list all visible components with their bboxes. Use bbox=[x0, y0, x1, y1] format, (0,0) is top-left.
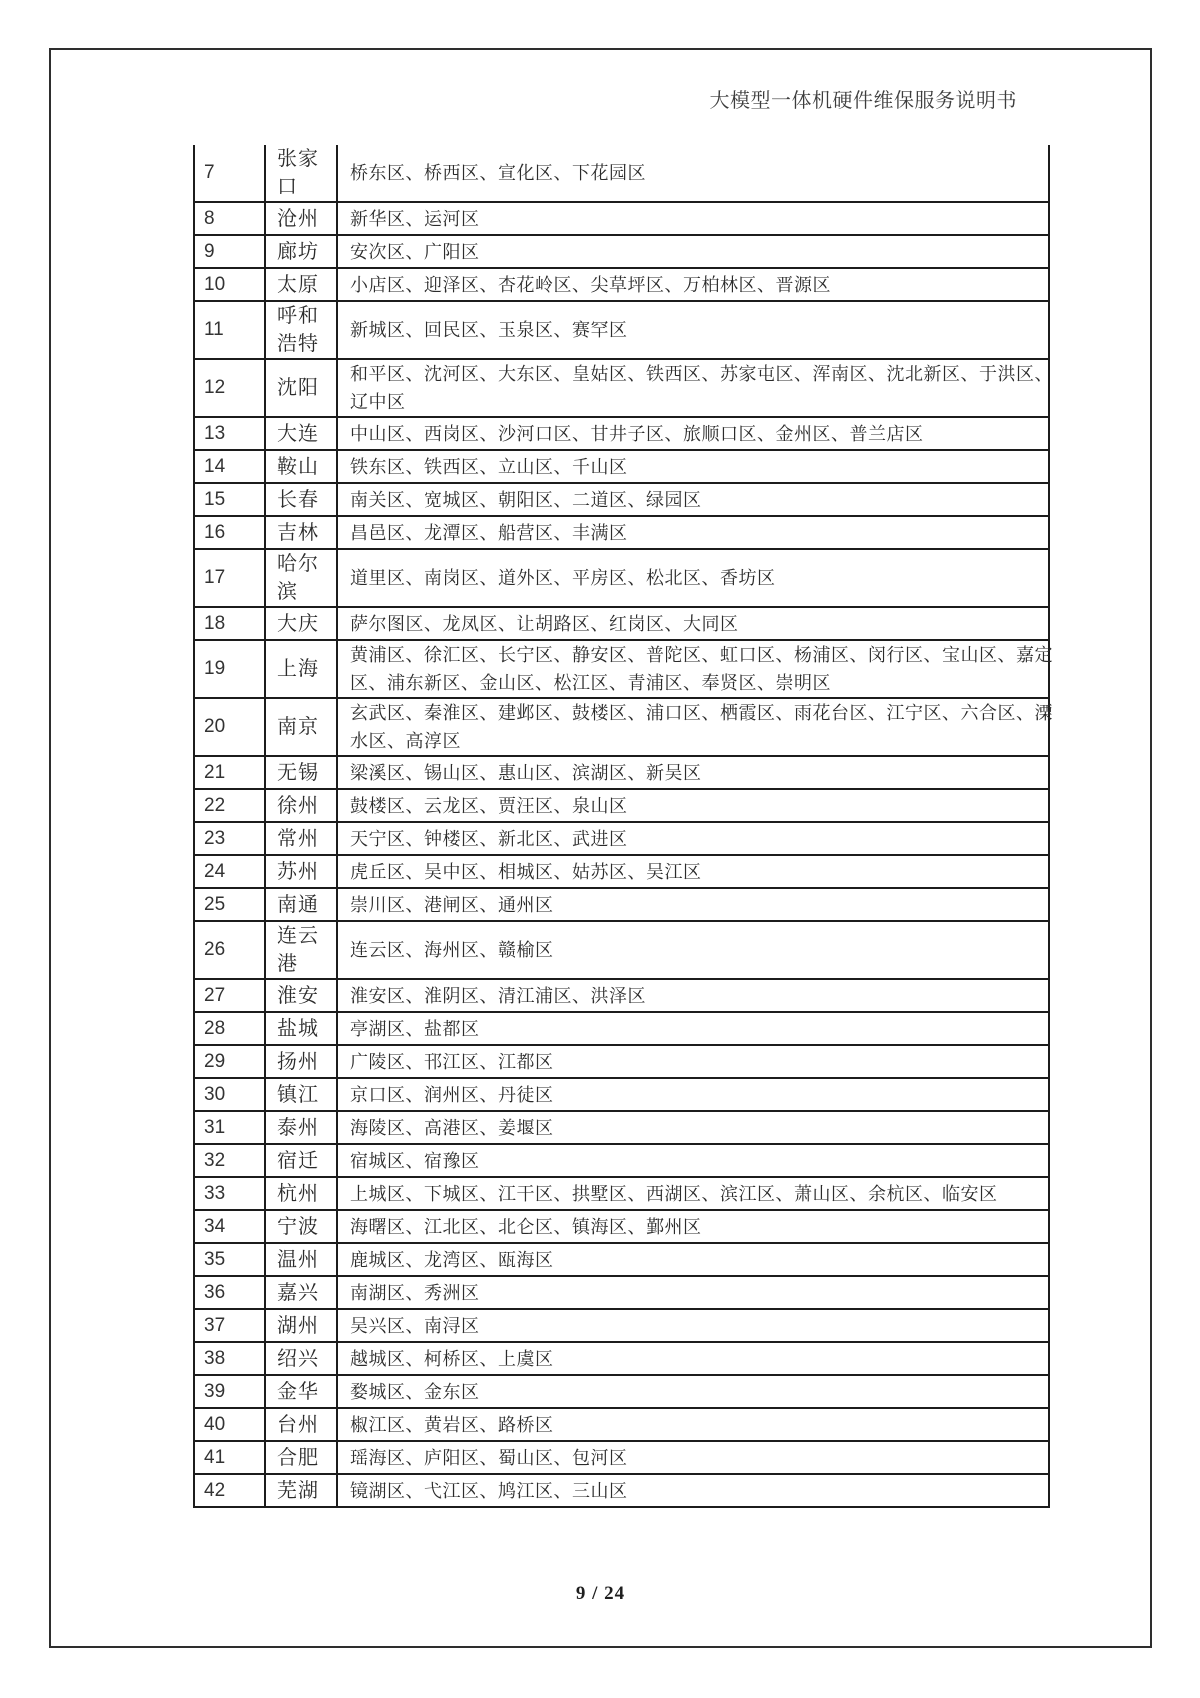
table-row bbox=[194, 921, 1049, 979]
city-name-line: 杭州 bbox=[277, 1182, 319, 1205]
city-cell bbox=[265, 516, 337, 549]
districts-cell bbox=[337, 268, 1049, 301]
districts-line: 婺城区、金东区 bbox=[350, 1381, 480, 1402]
districts-line: 瑶海区、庐阳区、蜀山区、包河区 bbox=[350, 1447, 628, 1468]
districts-line: 吴兴区、南浔区 bbox=[350, 1315, 480, 1336]
districts-line: 安次区、广阳区 bbox=[350, 241, 480, 262]
city-cell bbox=[265, 1441, 337, 1474]
districts-cell bbox=[337, 549, 1049, 607]
districts-line: 区、浦东新区、金山区、松江区、青浦区、奉贤区、崇明区 bbox=[350, 673, 831, 693]
city-name-line: 无锡 bbox=[277, 761, 319, 784]
districts-cell bbox=[337, 359, 1053, 417]
table-row bbox=[194, 1111, 1049, 1144]
districts-line: 广陵区、邗江区、江都区 bbox=[350, 1051, 554, 1072]
row-number-cell: 27 bbox=[194, 979, 265, 1012]
city-name-line: 宁波 bbox=[277, 1215, 319, 1238]
districts-cell bbox=[337, 1441, 1049, 1474]
districts-cell bbox=[337, 1342, 1049, 1375]
city-cell bbox=[265, 640, 337, 698]
districts-cell bbox=[337, 450, 1049, 483]
city-name-line: 吉林 bbox=[277, 521, 319, 544]
districts-cell bbox=[337, 235, 1049, 268]
table-row bbox=[194, 1342, 1049, 1375]
districts-cell bbox=[337, 202, 1049, 235]
table-row bbox=[194, 607, 1049, 640]
districts-line: 道里区、南岗区、道外区、平房区、松北区、香坊区 bbox=[350, 568, 776, 588]
city-cell bbox=[265, 1045, 337, 1078]
city-name-line: 镇江 bbox=[277, 1083, 319, 1106]
table-row bbox=[194, 822, 1049, 855]
city-name-line: 上海 bbox=[277, 658, 319, 680]
districts-line: 天宁区、钟楼区、新北区、武进区 bbox=[350, 828, 628, 849]
table-row bbox=[194, 1375, 1049, 1408]
districts-cell bbox=[337, 417, 1049, 450]
districts-cell bbox=[337, 145, 1049, 202]
city-name-line: 口 bbox=[277, 176, 298, 198]
row-number-cell: 7 bbox=[194, 145, 265, 202]
city-name-line: 南京 bbox=[277, 716, 319, 738]
table-row bbox=[194, 359, 1049, 417]
districts-line: 宿城区、宿豫区 bbox=[350, 1150, 480, 1171]
city-name-line: 南通 bbox=[277, 893, 319, 916]
row-number-cell: 34 bbox=[194, 1210, 265, 1243]
row-number-cell: 15 bbox=[194, 483, 265, 516]
header-title: 大模型一体机硬件维保服务说明书 bbox=[709, 90, 1017, 112]
districts-cell bbox=[337, 1012, 1049, 1045]
districts-cell bbox=[337, 789, 1049, 822]
city-cell bbox=[265, 979, 337, 1012]
city-cell bbox=[265, 756, 337, 789]
city-name-line: 苏州 bbox=[277, 860, 319, 883]
table-row bbox=[194, 979, 1049, 1012]
districts-cell bbox=[337, 640, 1053, 698]
table-row bbox=[194, 1078, 1049, 1111]
table-row bbox=[194, 888, 1049, 921]
row-number-cell: 35 bbox=[194, 1243, 265, 1276]
districts-cell bbox=[337, 516, 1049, 549]
districts-line: 南湖区、秀洲区 bbox=[350, 1282, 480, 1303]
districts-table bbox=[193, 145, 1053, 1508]
page-number: 9 / 24 bbox=[575, 1583, 626, 1604]
city-cell bbox=[265, 1078, 337, 1111]
row-number-cell: 10 bbox=[194, 268, 265, 301]
city-cell bbox=[265, 145, 337, 202]
districts-line: 黄浦区、徐汇区、长宁区、静安区、普陀区、虹口区、杨浦区、闵行区、宝山区、嘉定 bbox=[350, 645, 1053, 665]
districts-line: 昌邑区、龙潭区、船营区、丰满区 bbox=[350, 522, 628, 543]
table-row bbox=[194, 1045, 1049, 1078]
table-row bbox=[194, 1144, 1049, 1177]
row-number-cell: 31 bbox=[194, 1111, 265, 1144]
row-number-cell: 37 bbox=[194, 1309, 265, 1342]
districts-line: 中山区、西岗区、沙河口区、甘井子区、旅顺口区、金州区、普兰店区 bbox=[350, 423, 924, 444]
districts-line: 桥东区、桥西区、宣化区、下花园区 bbox=[350, 163, 646, 183]
row-number-cell: 32 bbox=[194, 1144, 265, 1177]
city-name-line: 淮安 bbox=[277, 984, 319, 1007]
districts-cell bbox=[337, 1111, 1049, 1144]
city-name-line: 台州 bbox=[277, 1413, 319, 1436]
table-row bbox=[194, 1408, 1049, 1441]
city-name-line: 大庆 bbox=[277, 612, 319, 635]
city-name-line: 泰州 bbox=[277, 1116, 319, 1139]
row-number-cell: 26 bbox=[194, 921, 265, 979]
districts-cell bbox=[337, 822, 1049, 855]
row-number-cell: 41 bbox=[194, 1441, 265, 1474]
table-row bbox=[194, 698, 1049, 756]
table-row bbox=[194, 1012, 1049, 1045]
city-name-line: 大连 bbox=[277, 422, 319, 445]
table-row bbox=[194, 549, 1049, 607]
row-number-cell: 28 bbox=[194, 1012, 265, 1045]
city-name-line: 长春 bbox=[277, 488, 319, 511]
districts-cell bbox=[337, 979, 1049, 1012]
city-name-line: 呼和 bbox=[277, 305, 319, 327]
city-cell bbox=[265, 268, 337, 301]
row-number-cell: 8 bbox=[194, 202, 265, 235]
city-cell bbox=[265, 1309, 337, 1342]
districts-cell bbox=[337, 1276, 1049, 1309]
city-name-line: 湖州 bbox=[277, 1314, 319, 1337]
city-name-line: 滨 bbox=[277, 581, 298, 603]
city-cell bbox=[265, 1408, 337, 1441]
row-number-cell: 16 bbox=[194, 516, 265, 549]
row-number-cell: 20 bbox=[194, 698, 265, 756]
table-row bbox=[194, 756, 1049, 789]
city-cell bbox=[265, 1111, 337, 1144]
table-row bbox=[194, 789, 1049, 822]
table-row bbox=[194, 1177, 1049, 1210]
districts-line: 上城区、下城区、江干区、拱墅区、西湖区、滨江区、萧山区、余杭区、临安区 bbox=[350, 1183, 998, 1204]
districts-line: 鹿城区、龙湾区、瓯海区 bbox=[350, 1249, 554, 1270]
districts-line: 虎丘区、吴中区、相城区、姑苏区、吴江区 bbox=[350, 861, 702, 882]
city-cell bbox=[265, 1474, 337, 1507]
row-number-cell: 42 bbox=[194, 1474, 265, 1507]
city-name-line: 绍兴 bbox=[277, 1347, 319, 1370]
city-cell bbox=[265, 1012, 337, 1045]
districts-cell bbox=[337, 1474, 1049, 1507]
table-row bbox=[194, 1243, 1049, 1276]
city-cell bbox=[265, 549, 337, 607]
city-cell bbox=[265, 359, 337, 417]
districts-cell bbox=[337, 1078, 1049, 1111]
districts-line: 南关区、宽城区、朝阳区、二道区、绿园区 bbox=[350, 489, 702, 510]
districts-line: 水区、高淳区 bbox=[350, 731, 461, 751]
table-row bbox=[194, 145, 1049, 202]
districts-cell bbox=[337, 1144, 1049, 1177]
table-row bbox=[194, 1276, 1049, 1309]
districts-cell bbox=[337, 855, 1049, 888]
table-row bbox=[194, 301, 1049, 359]
city-name-line: 廊坊 bbox=[277, 240, 319, 263]
city-cell bbox=[265, 1243, 337, 1276]
row-number-cell: 30 bbox=[194, 1078, 265, 1111]
city-name-line: 嘉兴 bbox=[277, 1281, 319, 1304]
city-cell bbox=[265, 1276, 337, 1309]
city-name-line: 合肥 bbox=[277, 1446, 319, 1469]
row-number-cell: 29 bbox=[194, 1045, 265, 1078]
districts-cell bbox=[337, 1243, 1049, 1276]
districts-line: 海曙区、江北区、北仑区、镇海区、鄞州区 bbox=[350, 1216, 702, 1237]
districts-cell bbox=[337, 756, 1049, 789]
districts-line: 新城区、回民区、玉泉区、赛罕区 bbox=[350, 320, 628, 340]
city-cell bbox=[265, 1342, 337, 1375]
city-cell bbox=[265, 1375, 337, 1408]
row-number-cell: 39 bbox=[194, 1375, 265, 1408]
districts-line: 玄武区、秦淮区、建邺区、鼓楼区、浦口区、栖霞区、雨花台区、江宁区、六合区、溧 bbox=[350, 703, 1053, 723]
city-cell bbox=[265, 483, 337, 516]
city-name-line: 沈阳 bbox=[277, 377, 319, 399]
table-row bbox=[194, 450, 1049, 483]
districts-line: 辽中区 bbox=[350, 392, 406, 412]
districts-cell bbox=[337, 301, 1049, 359]
districts-cell bbox=[337, 607, 1049, 640]
city-name-line: 太原 bbox=[277, 273, 319, 296]
districts-line: 越城区、柯桥区、上虞区 bbox=[350, 1348, 554, 1369]
table-row bbox=[194, 268, 1049, 301]
city-name-line: 港 bbox=[277, 953, 298, 975]
city-name-line: 芜湖 bbox=[277, 1479, 319, 1502]
city-cell bbox=[265, 417, 337, 450]
row-number-cell: 38 bbox=[194, 1342, 265, 1375]
city-name-line: 浩特 bbox=[277, 333, 319, 355]
districts-line: 小店区、迎泽区、杏花岭区、尖草坪区、万柏林区、晋源区 bbox=[350, 274, 831, 295]
districts-line: 和平区、沈河区、大东区、皇姑区、铁西区、苏家屯区、浑南区、沈北新区、于洪区、 bbox=[350, 364, 1053, 384]
districts-line: 京口区、润州区、丹徒区 bbox=[350, 1084, 554, 1105]
table-row bbox=[194, 1474, 1049, 1507]
city-cell bbox=[265, 607, 337, 640]
districts-cell bbox=[337, 483, 1049, 516]
city-name-line: 张家 bbox=[277, 148, 319, 170]
table-row bbox=[194, 1441, 1049, 1474]
table-row bbox=[194, 202, 1049, 235]
table-row bbox=[194, 1210, 1049, 1243]
city-cell bbox=[265, 1144, 337, 1177]
city-name-line: 连云 bbox=[277, 925, 319, 947]
city-cell bbox=[265, 855, 337, 888]
districts-line: 镜湖区、弋江区、鸠江区、三山区 bbox=[350, 1480, 628, 1501]
city-name-line: 鞍山 bbox=[277, 455, 319, 478]
city-cell bbox=[265, 1210, 337, 1243]
table-row bbox=[194, 516, 1049, 549]
table-row bbox=[194, 1309, 1049, 1342]
districts-cell bbox=[337, 1309, 1049, 1342]
row-number-cell: 19 bbox=[194, 640, 265, 698]
row-number-cell: 18 bbox=[194, 607, 265, 640]
table-row bbox=[194, 483, 1049, 516]
districts-cell bbox=[337, 1375, 1049, 1408]
city-name-line: 盐城 bbox=[277, 1017, 319, 1040]
districts-line: 鼓楼区、云龙区、贾汪区、泉山区 bbox=[350, 795, 628, 816]
row-number-cell: 24 bbox=[194, 855, 265, 888]
table-row bbox=[194, 640, 1049, 698]
city-name-line: 宿迁 bbox=[277, 1149, 319, 1172]
row-number-cell: 36 bbox=[194, 1276, 265, 1309]
city-cell bbox=[265, 1177, 337, 1210]
districts-line: 崇川区、港闸区、通州区 bbox=[350, 894, 554, 915]
districts-line: 梁溪区、锡山区、惠山区、滨湖区、新吴区 bbox=[350, 762, 702, 783]
table-row bbox=[194, 855, 1049, 888]
row-number-cell: 12 bbox=[194, 359, 265, 417]
row-number-cell: 21 bbox=[194, 756, 265, 789]
districts-cell bbox=[337, 1177, 1049, 1210]
districts-line: 淮安区、淮阴区、清江浦区、洪泽区 bbox=[350, 985, 646, 1006]
row-number-cell: 9 bbox=[194, 235, 265, 268]
districts-line: 连云区、海州区、赣榆区 bbox=[350, 940, 554, 960]
districts-cell bbox=[337, 698, 1053, 756]
row-number-cell: 25 bbox=[194, 888, 265, 921]
table-body bbox=[194, 145, 1053, 1507]
table-row bbox=[194, 417, 1049, 450]
city-cell bbox=[265, 888, 337, 921]
city-cell bbox=[265, 698, 337, 756]
city-name-line: 温州 bbox=[277, 1248, 319, 1271]
city-name-line: 金华 bbox=[277, 1380, 319, 1403]
districts-cell bbox=[337, 921, 1049, 979]
city-name-line: 沧州 bbox=[277, 207, 319, 230]
districts-cell bbox=[337, 1045, 1049, 1078]
districts-line: 椒江区、黄岩区、路桥区 bbox=[350, 1414, 554, 1435]
city-name-line: 哈尔 bbox=[277, 553, 319, 575]
districts-cell bbox=[337, 1210, 1049, 1243]
table-row bbox=[194, 235, 1049, 268]
row-number-cell: 14 bbox=[194, 450, 265, 483]
city-cell bbox=[265, 789, 337, 822]
city-cell bbox=[265, 202, 337, 235]
row-number-cell: 40 bbox=[194, 1408, 265, 1441]
districts-cell bbox=[337, 888, 1049, 921]
districts-line: 新华区、运河区 bbox=[350, 208, 480, 229]
row-number-cell: 13 bbox=[194, 417, 265, 450]
city-cell bbox=[265, 301, 337, 359]
districts-line: 萨尔图区、龙凤区、让胡路区、红岗区、大同区 bbox=[350, 613, 739, 634]
districts-cell bbox=[337, 1408, 1049, 1441]
districts-line: 铁东区、铁西区、立山区、千山区 bbox=[350, 456, 628, 477]
districts-line: 亭湖区、盐都区 bbox=[350, 1018, 480, 1039]
row-number-cell: 33 bbox=[194, 1177, 265, 1210]
city-name-line: 徐州 bbox=[277, 794, 319, 817]
city-name-line: 常州 bbox=[277, 827, 319, 850]
row-number-cell: 17 bbox=[194, 549, 265, 607]
districts-line: 海陵区、高港区、姜堰区 bbox=[350, 1117, 554, 1138]
row-number-cell: 22 bbox=[194, 789, 265, 822]
city-cell bbox=[265, 235, 337, 268]
city-cell bbox=[265, 450, 337, 483]
row-number-cell: 11 bbox=[194, 301, 265, 359]
row-number-cell: 23 bbox=[194, 822, 265, 855]
city-cell bbox=[265, 822, 337, 855]
city-name-line: 扬州 bbox=[277, 1050, 319, 1073]
city-cell bbox=[265, 921, 337, 979]
